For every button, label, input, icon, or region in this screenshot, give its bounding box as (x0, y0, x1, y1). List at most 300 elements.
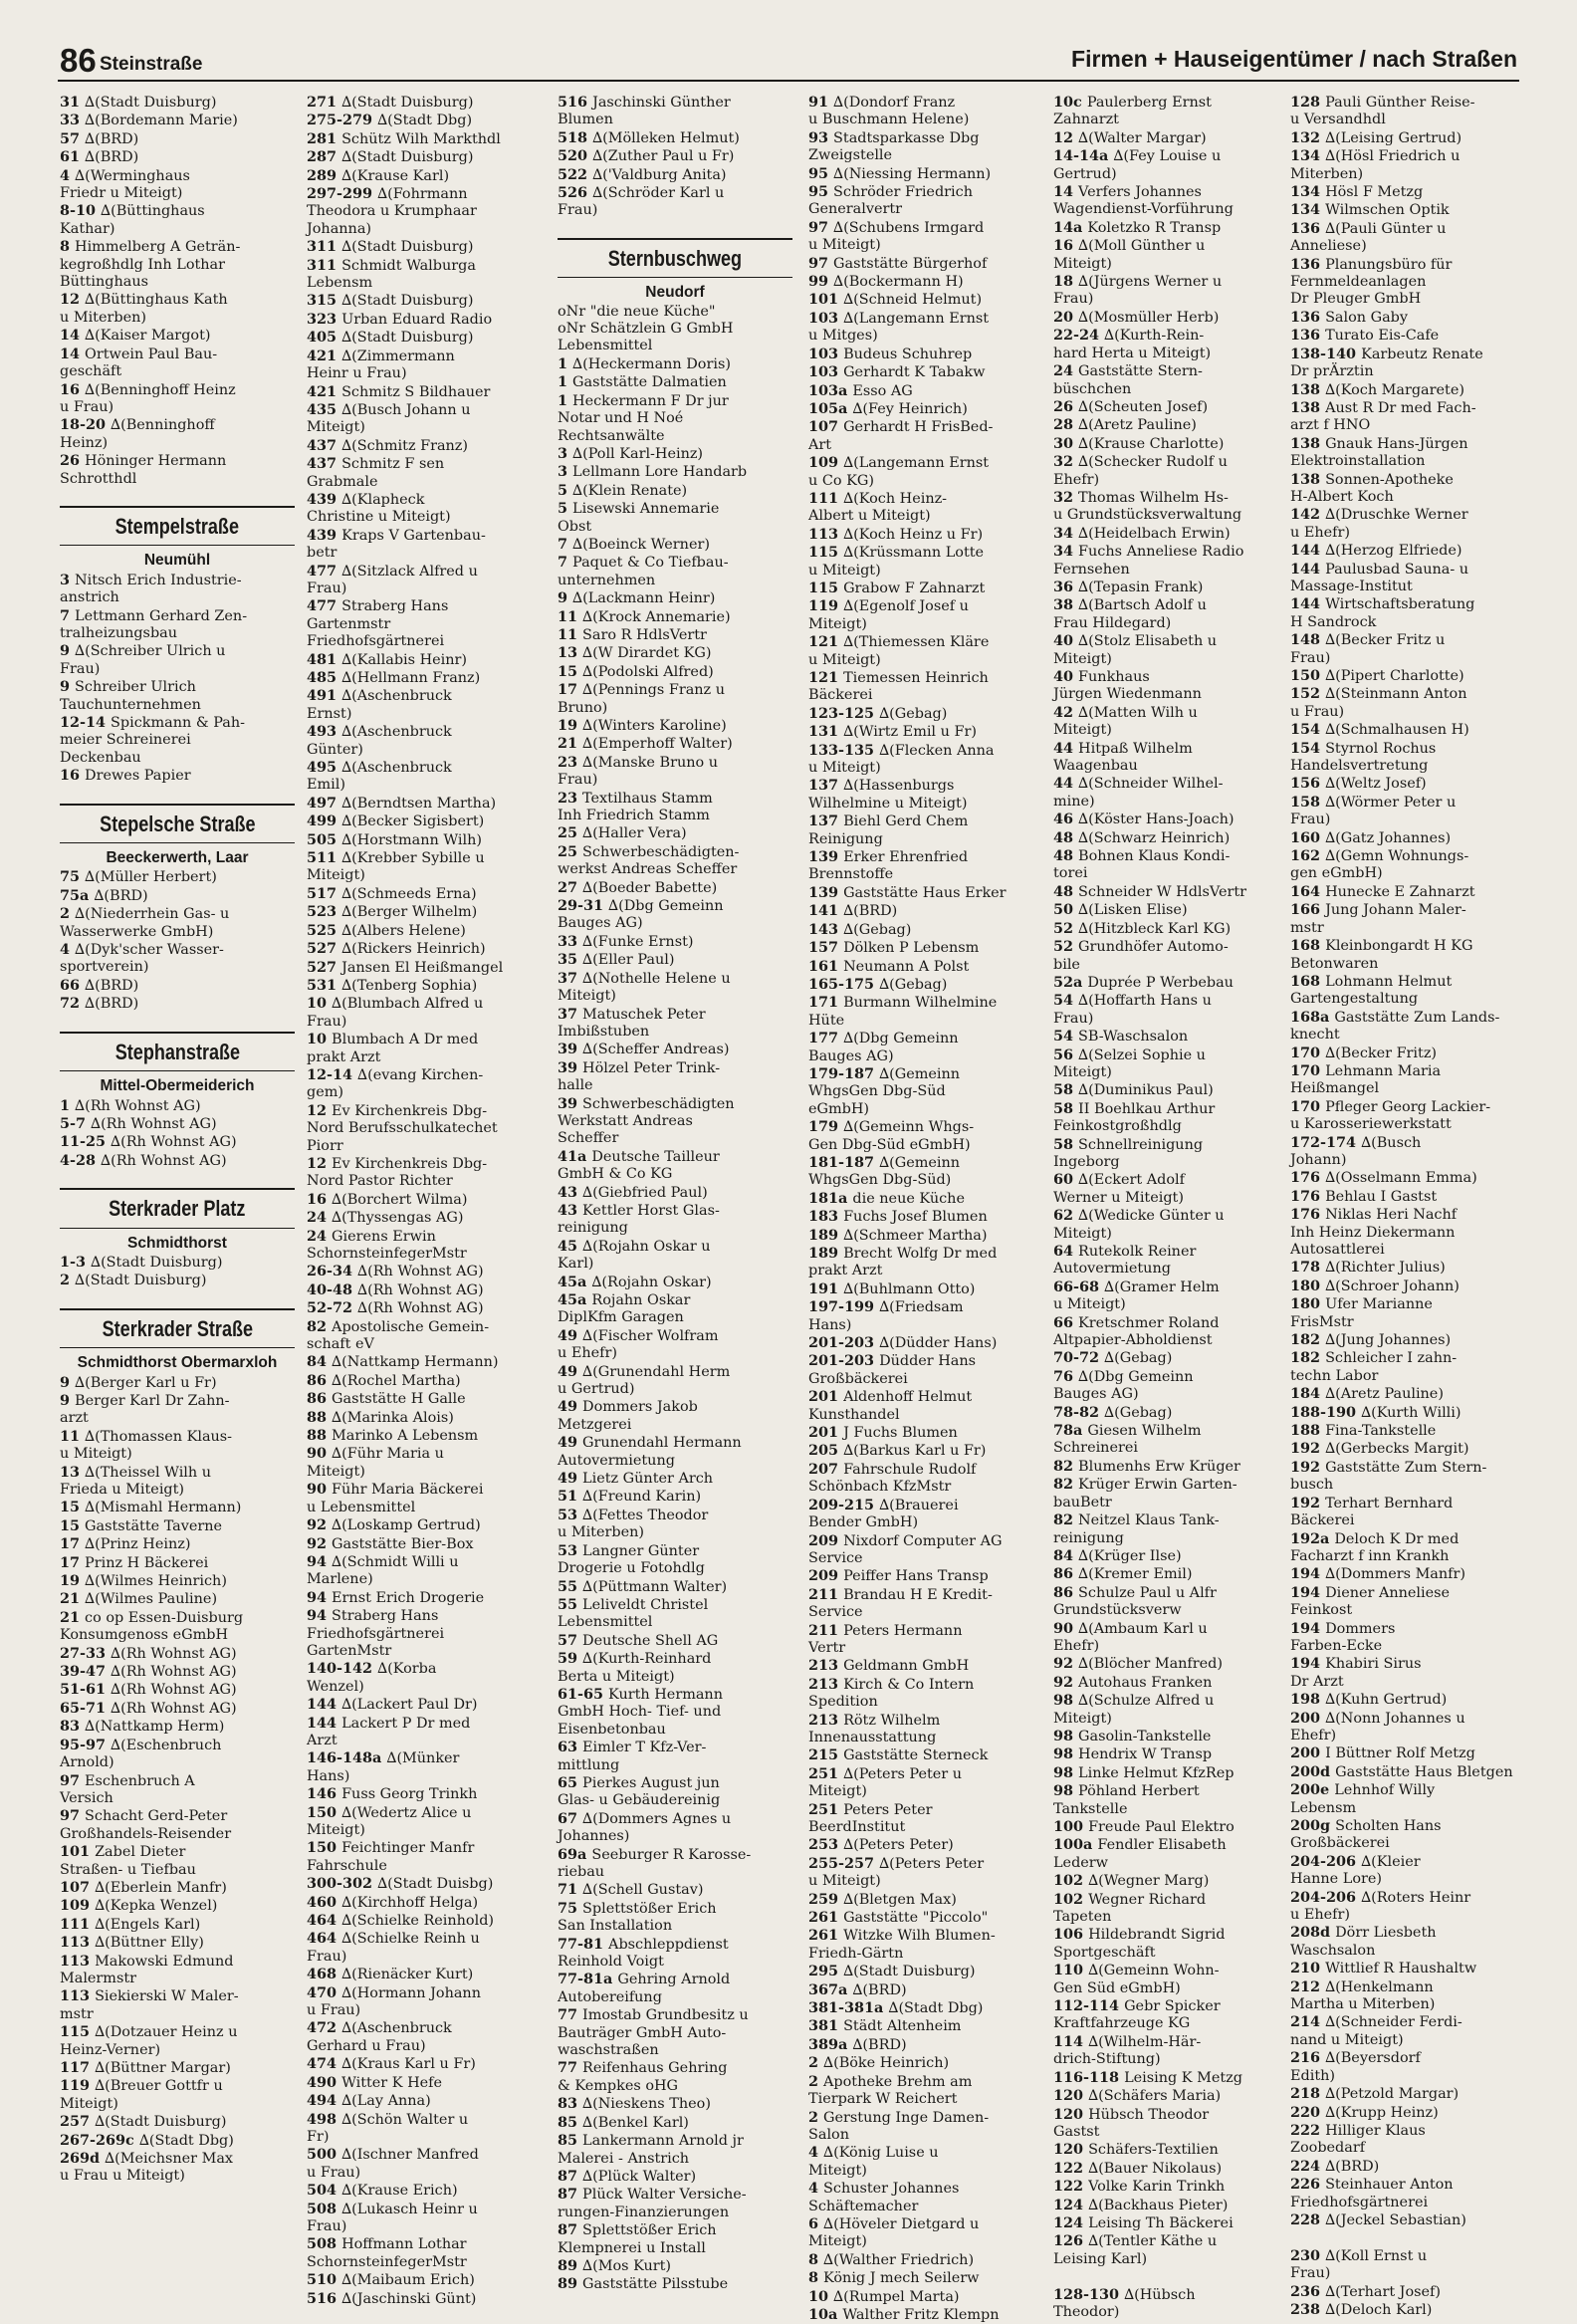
directory-entry: 119 ∆(Breuer Gottfr u (60, 2077, 223, 2095)
directory-entry: techn Labor (1290, 1367, 1379, 1384)
directory-entry: 1 Heckermann F Dr jur (558, 391, 729, 409)
directory-entry: 191 ∆(Buhlmann Otto) (808, 1279, 976, 1297)
directory-entry: 213 Kirch & Co Intern (808, 1675, 975, 1693)
directory-entry: 12 Ev Kirchenkreis Dbg- (307, 1101, 488, 1119)
directory-entry: 20 ∆(Mosmüller Herb) (1053, 308, 1220, 326)
directory-entry: 8 König J mech Seilerw (808, 2269, 980, 2287)
directory-entry: Friedhofsgärtnerei (1290, 2194, 1429, 2210)
directory-entry: 2 Apotheke Brehm am (808, 2072, 973, 2090)
directory-entry: 66 ∆(BRD) (60, 976, 139, 994)
directory-entry: 213 Rötz Wilhelm (808, 1711, 941, 1729)
directory-entry: 22-24 ∆(Kurth-Rein- (1053, 327, 1205, 345)
directory-entry: 138 ∆(Koch Margarete) (1290, 380, 1464, 398)
directory-entry: 491 ∆(Aschenbruck (307, 687, 452, 705)
directory-entry: Bäckerei (1290, 1512, 1355, 1529)
directory-entry: 33 ∆(Funke Ernst) (558, 932, 694, 950)
directory-entry: u Miteigt) (808, 651, 881, 668)
directory-entry: 63 Eimler T Kfz-Ver- (558, 1739, 707, 1756)
directory-entry: 82 Krüger Erwin Garten- (1053, 1476, 1238, 1494)
directory-entry: u Miteigt) (808, 760, 881, 777)
directory-entry: 490 Witter K Hefe (307, 2073, 442, 2091)
directory-entry: 119 ∆(Egenolf Josef u (808, 597, 969, 615)
directory-entry: 2 Gerstung Inge Damen- (808, 2108, 990, 2126)
directory-entry: 499 ∆(Becker Sigisbert) (307, 813, 485, 830)
street-name: Stephanstraße (114, 1039, 240, 1064)
directory-entry: 9 Berger Karl Dr Zahn- (60, 1391, 230, 1409)
directory-entry: 103a Esso AG (808, 381, 913, 399)
directory-entry: 49 Grunendahl Hermann (558, 1434, 742, 1452)
directory-entry: 160 ∆(Gatz Johannes) (1290, 828, 1452, 846)
directory-entry: 121 Tiemessen Heinrich (808, 669, 989, 686)
directory-entry: 504 ∆(Krause Erich) (307, 2182, 458, 2200)
directory-entry: Frau) (60, 660, 101, 677)
directory-entry: Ehefr) (1053, 471, 1100, 488)
directory-entry: mstr (60, 2005, 94, 2022)
directory-entry: 52-72 ∆(Rh Wohnst AG) (307, 1299, 484, 1317)
directory-entry: 171 Burmann Wilhelmine (808, 994, 998, 1012)
directory-entry: 508 Hoffmann Lothar (307, 2235, 467, 2253)
directory-entry: 113 ∆(Büttner Elly) (60, 1934, 204, 1952)
directory-entry: 194 Khabiri Sirus (1290, 1655, 1422, 1673)
directory-entry: 230 ∆(Koll Ernst u (1290, 2246, 1428, 2264)
directory-entry: 11 ∆(Thomassen Klaus- (60, 1427, 233, 1445)
directory-entry: 17 ∆(Prinz Heinz) (60, 1535, 191, 1553)
directory-entry: bauBetr (1053, 1494, 1112, 1511)
directory-entry: Autosattlerei (1290, 1242, 1385, 1258)
directory-entry: 144 ∆(Lackert Paul Dr) (307, 1696, 478, 1714)
directory-entry: 251 ∆(Peters Peter u (808, 1764, 962, 1782)
directory-entry: 52 ∆(Hitzbleck Karl KG) (1053, 919, 1232, 937)
directory-entry: 113 Siekierski W Maler- (60, 1987, 239, 2005)
directory-entry: 21 ∆(Wilmes Pauline) (60, 1590, 218, 1608)
directory-entry: 200e Lehnhof Willy (1290, 1781, 1436, 1799)
directory-entry: Inh Heinz Diekermann (1290, 1224, 1456, 1241)
directory-entry: drich-Stiftung) (1053, 2051, 1161, 2068)
directory-entry: Albert u Miteigt) (808, 508, 931, 525)
directory-entry: 1 Gaststätte Dalmatien (558, 373, 727, 391)
directory-entry: unternehmen (558, 572, 656, 588)
directory-entry: 172-174 ∆(Busch (1290, 1133, 1422, 1151)
directory-entry: 117 ∆(Büttner Margar) (60, 2059, 231, 2076)
directory-entry: 107 Gerhardt H FrisBed- (808, 418, 994, 436)
directory-entry: Hans) (808, 1316, 852, 1333)
directory-entry: 120 Schäfers-Textilien (1053, 2141, 1219, 2159)
directory-entry: 522 ∆('Valdburg Anita) (558, 165, 727, 183)
directory-entry: riebau (558, 1864, 605, 1880)
directory-entry: Autovermietung (1053, 1261, 1171, 1278)
directory-entry: 97 ∆(Schubens Irmgard (808, 218, 985, 236)
directory-entry: 139 Gaststätte Haus Erker (808, 883, 1007, 901)
directory-entry: 323 Urban Eduard Radio (307, 310, 493, 328)
header-street-title: Steinstraße (100, 54, 203, 75)
directory-entry: 87 Plück Walter Versiche- (558, 2186, 747, 2204)
directory-entry: 176 Behlau I Gastst (1290, 1187, 1438, 1205)
directory-entry: Fernsehen (1053, 561, 1130, 578)
directory-entry: Johann) (1290, 1151, 1347, 1168)
directory-entry: 52 Grundhöfer Automo- (1053, 938, 1229, 956)
directory-entry: 121 ∆(Thiemessen Kläre (808, 633, 990, 651)
directory-entry: Obst (558, 518, 592, 535)
directory-entry: 112-114 Gebr Spicker (1053, 1997, 1221, 2015)
directory-entry: 113 Makowski Edmund (60, 1952, 234, 1970)
directory-entry: reinigung (1053, 1529, 1124, 1546)
directory-entry: 23 Textilhaus Stamm (558, 789, 713, 807)
directory-entry: 311 Schmidt Walburga (307, 256, 476, 274)
directory-entry: 381 Städt Altenheim (808, 2017, 962, 2035)
directory-entry: 102 Wegner Richard (1053, 1890, 1207, 1908)
directory-entry: 136 Planungsbüro für (1290, 255, 1453, 273)
directory-entry: 14 ∆(Kaiser Margot) (60, 327, 211, 345)
directory-entry: Dr Pleuger GmbH (1290, 291, 1422, 308)
directory-entry: 103 ∆(Langemann Ernst (808, 309, 990, 327)
directory-entry: 181-187 ∆(Gemeinn (808, 1153, 961, 1171)
directory-entry: 6 ∆(Höveler Dietgard u (808, 2214, 980, 2232)
directory-entry: 76 ∆(Dbg Gemeinn (1053, 1367, 1194, 1385)
directory-entry: 90 Führ Maria Bäckerei (307, 1481, 484, 1499)
directory-entry: 40-48 ∆(Rh Wohnst AG) (307, 1280, 484, 1298)
directory-entry: 200 ∆(Nonn Johannes u (1290, 1709, 1465, 1727)
directory-entry: 144 Wirtschaftsberatung (1290, 595, 1475, 613)
directory-entry: 109 ∆(Kepka Wenzel) (60, 1897, 218, 1915)
directory-entry: u Versandhdl (1290, 112, 1386, 128)
directory-entry: 7 Paquet & Co Tiefbau- (558, 554, 729, 572)
directory-entry: 120 Hübsch Theodor (1053, 2105, 1210, 2123)
directory-entry: Fr) (307, 2128, 330, 2145)
directory-entry: 508 ∆(Lukasch Heinr u (307, 2200, 478, 2217)
directory-entry: Autobereifung (558, 1988, 662, 2005)
directory-entry: 31 ∆(Stadt Duisburg) (60, 94, 217, 111)
directory-entry: 389a ∆(BRD) (808, 2035, 907, 2053)
directory-entry: nand u Miteigt) (1290, 2031, 1404, 2048)
directory-entry: 95-97 ∆(Eschenbruch (60, 1736, 222, 1753)
directory-entry: 57 ∆(BRD) (60, 129, 139, 147)
directory-entry: 485 ∆(Hellmann Franz) (307, 669, 481, 686)
directory-entry: halle (558, 1077, 593, 1094)
district-name: Neumühl (60, 545, 295, 569)
directory-entry: Tapeten (1053, 1909, 1112, 1926)
directory-entry: 124 ∆(Backhaus Pieter) (1053, 2196, 1229, 2213)
directory-entry: 527 ∆(Rickers Heinrich) (307, 940, 486, 958)
directory-entry: 518 ∆(Mölleken Helmut) (558, 128, 740, 146)
directory-entry: 146-148a ∆(Münker (307, 1749, 460, 1767)
directory-entry: 494 ∆(Lay Anna) (307, 2092, 431, 2110)
directory-entry: mittlung (558, 1756, 620, 1773)
directory-entry: 255-257 ∆(Peters Peter (808, 1854, 985, 1872)
directory-entry: 54 ∆(Hoffarth Hans u (1053, 992, 1212, 1010)
directory-entry: 525 ∆(Albers Helene) (307, 921, 466, 939)
directory-entry: 464 ∆(Schielke Reinhold) (307, 1912, 495, 1930)
directory-entry: u Frau u Miteigt) (60, 2168, 185, 2185)
directory-entry: 179-187 ∆(Gemeinn (808, 1064, 961, 1082)
directory-entry: 50 ∆(Lisken Elise) (1053, 901, 1188, 919)
directory-entry: 98 Linke Helmut KfzRep (1053, 1763, 1235, 1781)
directory-entry: arzt (60, 1410, 89, 1427)
directory-entry: Fernmeldeanlagen (1290, 274, 1427, 291)
directory-entry: 24 ∆(Thyssengas AG) (307, 1209, 464, 1227)
directory-entry: Notar und H Noé (558, 410, 684, 427)
directory-entry: 59 ∆(Kurth-Reinhard (558, 1650, 712, 1668)
directory-entry: Miterben) (1290, 165, 1364, 182)
directory-entry: 192 Terhart Bernhard (1290, 1494, 1454, 1511)
directory-entry: 7 Lettmann Gerhard Zen- (60, 606, 248, 624)
directory-entry: 212 ∆(Henkelmann (1290, 1977, 1434, 1995)
directory-entry: 4 ∆(Dyk'scher Wasser- (60, 941, 224, 959)
directory-entry: 192a Deloch K Dr med (1290, 1529, 1460, 1547)
directory-entry: Fahrschule (307, 1857, 387, 1874)
directory-entry: 120 ∆(Schäfers Maria) (1053, 2087, 1222, 2105)
directory-entry: Bauges AG) (808, 1047, 894, 1064)
directory-entry: 3 Nitsch Erich Industrie- (60, 571, 242, 588)
directory-entry: 257 ∆(Stadt Duisburg) (60, 2113, 227, 2131)
directory-entry: 267-269c ∆(Stadt Dbg) (60, 2131, 234, 2149)
directory-entry: 180 Ufer Marianne (1290, 1295, 1433, 1313)
directory-entry: 152 ∆(Steinmann Anton (1290, 685, 1467, 703)
directory-entry: 94 ∆(Schmidt Willi u (307, 1552, 459, 1570)
directory-entry: Schreinerei (1053, 1440, 1138, 1457)
directory-entry: Generalvertr (808, 201, 903, 218)
directory-entry: 44 ∆(Schneider Wilhel- (1053, 775, 1224, 793)
directory-entry: 116-118 Leising K Metzg (1053, 2068, 1242, 2086)
directory-entry: u Gertrud) (558, 1381, 635, 1398)
directory-entry: 516 ∆(Jaschinski Günt) (307, 2289, 477, 2307)
directory-entry: 40 Funkhaus (1053, 668, 1150, 685)
directory-entry: Ehefr) (1053, 1637, 1100, 1654)
directory-entry: Rechtsanwälte (558, 427, 665, 444)
directory-entry: Bäckerei (808, 687, 873, 704)
directory-entry: Waschsalon (1290, 1942, 1376, 1959)
directory-entry: 275-279 ∆(Stadt Dbg) (307, 112, 473, 129)
directory-entry: Tauchunternehmen (60, 696, 201, 713)
directory-entry: 188-190 ∆(Kurth Willi) (1290, 1403, 1462, 1421)
directory-entry: 28 ∆(Aretz Pauline) (1053, 416, 1197, 434)
directory-entry: 194 ∆(Dommers Manfr) (1290, 1565, 1465, 1583)
directory-entry: Waagenbau (1053, 758, 1138, 775)
directory-entry: u Frau) (1290, 703, 1345, 720)
directory-entry: Christine u Miteigt) (307, 509, 451, 526)
directory-entry: 48 ∆(Schwarz Heinrich) (1053, 828, 1231, 846)
directory-entry: 17 ∆(Pennings Franz u (558, 681, 725, 699)
directory-entry: Feinkost (1290, 1602, 1353, 1619)
directory-entry: 170 Pfleger Georg Lackier- (1290, 1097, 1491, 1115)
directory-entry: 4 ∆(Werminghaus (60, 166, 190, 184)
directory-entry: Zweigstelle (808, 147, 893, 164)
directory-entry: 43 ∆(Giebfried Paul) (558, 1183, 708, 1201)
directory-entry: 19 ∆(Winters Karoline) (558, 717, 727, 734)
directory-entry: 214 ∆(Schneider Ferdi- (1290, 2013, 1463, 2031)
directory-entry: 253 ∆(Peters Peter) (808, 1836, 954, 1854)
directory-entry: 3 ∆(Poll Karl-Heinz) (558, 444, 704, 462)
directory-entry: 86 Gaststätte H Galle (307, 1390, 466, 1408)
directory-entry: Günter) (307, 741, 363, 758)
directory-entry: Miteigt) (1053, 650, 1112, 667)
directory-entry: 15 Gaststätte Taverne (60, 1516, 223, 1534)
directory-entry: Miteigt) (1053, 255, 1112, 272)
directory-entry: 90 ∆(Ambaum Karl u (1053, 1619, 1208, 1637)
directory-entry: 18-20 ∆(Benninghoff (60, 416, 215, 434)
directory-entry: Farben-Ecke (1290, 1637, 1383, 1654)
directory-entry: Dr Arzt (1290, 1673, 1344, 1690)
directory-entry: 26 ∆(Scheuten Josef) (1053, 397, 1209, 415)
directory-entry: 189 ∆(Schmeer Martha) (808, 1226, 988, 1244)
directory-entry: 194 Dommers (1290, 1619, 1396, 1637)
directory-entry: busch (1290, 1477, 1334, 1494)
directory-entry: Frau) (1290, 812, 1331, 828)
street-heading (60, 804, 295, 867)
directory-entry: 101 Zabel Dieter (60, 1843, 186, 1861)
directory-entry: Großbäckerei (1290, 1835, 1390, 1852)
directory-entry: 84 ∆(Nattkamp Hermann) (307, 1353, 499, 1371)
directory-entry: 134 ∆(Hösl Friedrich u (1290, 147, 1461, 165)
directory-entry: Altpapier-Abholdienst (1053, 1332, 1213, 1349)
directory-entry: 143 ∆(Gebag) (808, 920, 912, 938)
directory-entry: 44 Hitpaß Wilhelm (1053, 739, 1193, 757)
directory-entry: Lebensmittel (558, 1614, 653, 1631)
directory-entry: 224 ∆(BRD) (1290, 2157, 1380, 2175)
directory-entry: 49 Dommers Jakob (558, 1398, 698, 1416)
directory-entry: 136 Turato Eis-Cafe (1290, 327, 1440, 345)
directory-entry: 144 Lackert P Dr med (307, 1714, 471, 1732)
directory-entry: 45 ∆(Rojahn Oskar u (558, 1237, 711, 1255)
directory-entry: 500 ∆(Ischner Manfred (307, 2146, 479, 2164)
directory-entry: Scheffer (558, 1130, 619, 1147)
directory-entry: 468 ∆(Rienäcker Kurt) (307, 1966, 474, 1983)
directory-entry: 49 ∆(Fischer Wolfram (558, 1326, 719, 1344)
directory-entry: 205 ∆(Barkus Karl u Fr) (808, 1442, 987, 1460)
directory-entry: 271 ∆(Stadt Duisburg) (307, 94, 474, 111)
directory-entry: 134 Hösl F Metzg (1290, 183, 1424, 201)
directory-entry: 158 ∆(Wörmer Peter u (1290, 793, 1457, 811)
directory-entry: 220 ∆(Krupp Heinz) (1290, 2103, 1439, 2121)
street-name: Sternbuschweg (607, 245, 743, 271)
directory-entry: 86 ∆(Rochel Martha) (307, 1371, 461, 1389)
directory-entry: 11-25 ∆(Rh Wohnst AG) (60, 1133, 237, 1151)
directory-entry: 71 ∆(Schell Gustav) (558, 1881, 704, 1899)
directory-entry: Wilhelmine u Miteigt) (808, 795, 968, 812)
directory-entry: 137 Biehl Gerd Chem (808, 813, 969, 830)
directory-entry: Leising Karl) (1053, 2250, 1148, 2267)
directory-entry: Nord Berufsschulkatechet (307, 1120, 498, 1137)
directory-entry: 39 ∆(Scheffer Andreas) (558, 1041, 730, 1058)
directory-entry: Service (808, 1549, 863, 1566)
directory-entry: Miteigt) (808, 615, 867, 632)
directory-entry: 505 ∆(Horstmann Wilh) (307, 830, 482, 848)
directory-entry: u Miterben) (60, 309, 146, 326)
directory-entry: 198 ∆(Kuhn Gertrud) (1290, 1691, 1448, 1709)
directory-entry: 435 ∆(Busch Johann u (307, 400, 471, 418)
directory-entry: 19 ∆(Wilmes Heinrich) (60, 1572, 227, 1590)
directory-entry: 287 ∆(Stadt Duisburg) (307, 148, 474, 166)
directory-entry: 381-381a ∆(Stadt Dbg) (808, 1999, 984, 2017)
directory-entry: 146 Fuss Georg Trinkh (307, 1785, 478, 1803)
directory-entry: 86 Schulze Paul u Alfr (1053, 1583, 1217, 1601)
directory-entry: Frau) (558, 772, 598, 789)
directory-entry: 16 ∆(Borchert Wilma) (307, 1190, 468, 1208)
directory-entry: anstrich (60, 589, 119, 606)
directory-entry: 39-47 ∆(Rh Wohnst AG) (60, 1663, 237, 1681)
directory-entry: Versich (60, 1789, 113, 1806)
directory-entry: Straßen- u Tiefbau (60, 1861, 196, 1878)
directory-entry: 12 Ev Kirchenkreis Dbg- (307, 1154, 488, 1172)
directory-entry: Kunsthandel (808, 1406, 900, 1423)
directory-entry: 201 Aldenhoff Helmut (808, 1388, 973, 1406)
directory-entry: 49 ∆(Grunendahl Herm (558, 1362, 731, 1380)
directory-entry: 460 ∆(Kirchhoff Helga) (307, 1893, 479, 1911)
directory-entry: Dr prÄrztin (1290, 363, 1374, 380)
directory-entry: 10 ∆(Rumpel Marta) (808, 2287, 960, 2305)
directory-entry: 2 ∆(Stadt Duisburg) (60, 1272, 207, 1289)
directory-entry: 75a ∆(BRD) (60, 886, 148, 904)
directory-entry: 124 Leising Th Bäckerei (1053, 2213, 1234, 2231)
directory-entry: 165-175 ∆(Gebag) (808, 975, 948, 993)
directory-entry: 136 Salon Gaby (1290, 308, 1409, 326)
directory-entry: 176 Niklas Heri Nachf (1290, 1206, 1458, 1224)
directory-entry: 58 Schnellreinigung (1053, 1135, 1204, 1153)
directory-entry: Wagendienst-Vorführung (1053, 201, 1234, 218)
directory-entry: 54 SB-Waschsalon (1053, 1028, 1189, 1046)
directory-entry: 477 Straberg Hans (307, 597, 449, 615)
directory-entry: Piorr (307, 1137, 343, 1154)
directory-entry: 110 ∆(Gemeinn Wohn- (1053, 1962, 1220, 1979)
directory-entry: 91 ∆(Dondorf Franz (808, 94, 956, 111)
directory-entry: Bender GmbH) (808, 1514, 919, 1531)
directory-entry: 201-203 Düdder Hans (808, 1352, 977, 1370)
directory-entry: oNr "die neue Küche" (558, 303, 716, 320)
directory-column-3 (558, 94, 792, 2293)
directory-entry: 82 Blumenhs Erw Krüger (1053, 1457, 1240, 1475)
directory-entry: 526 ∆(Schröder Karl u (558, 184, 725, 202)
directory-entry: 43 Kettler Horst Glas- (558, 1201, 720, 1219)
page-header (58, 40, 1519, 82)
directory-entry: 170 Lehmann Maria (1290, 1061, 1442, 1079)
directory-entry: 34 ∆(Heidelbach Erwin) (1053, 524, 1231, 542)
directory-entry: Miteigt) (808, 1783, 867, 1800)
directory-entry: Grabmale (307, 473, 378, 490)
directory-entry (1290, 2229, 1525, 2246)
street-heading (60, 1032, 295, 1095)
directory-entry: 177 ∆(Dbg Gemeinn (808, 1030, 959, 1047)
directory-entry: 111 ∆(Koch Heinz- (808, 489, 948, 507)
directory-entry: Grundstücksverw (1053, 1602, 1182, 1619)
directory-entry: 85 Lankermann Arnold jr (558, 2132, 744, 2150)
directory-entry: arzt f HNO (1290, 417, 1371, 434)
directory-entry: Ernst) (307, 705, 352, 722)
directory-entry: 88 Marinko A Lebensm (307, 1427, 479, 1445)
directory-entry: 150 Feichtinger Manfr (307, 1839, 475, 1857)
directory-entry: 10c Paulerberg Ernst (1053, 94, 1212, 111)
directory-entry (1053, 2268, 1288, 2285)
directory-entry: 218 ∆(Petzold Margar) (1290, 2085, 1460, 2103)
directory-entry: 208d Dörr Liesbeth (1290, 1924, 1437, 1942)
directory-entry: 27 ∆(Boeder Babette) (558, 878, 718, 896)
directory-entry: 134 Wilmschen Optik (1290, 201, 1450, 219)
directory-entry: Art (808, 436, 832, 453)
directory-entry: Werner u Miteigt) (1053, 1189, 1184, 1206)
directory-entry: 474 ∆(Kraus Karl u Fr) (307, 2055, 476, 2073)
directory-entry: 200 I Büttner Rolf Metzg (1290, 1744, 1475, 1762)
directory-entry: 154 Styrnol Rochus (1290, 739, 1437, 757)
directory-entry: Arnold) (60, 1754, 114, 1771)
directory-entry: Feinkostgroßhdlg (1053, 1118, 1182, 1135)
directory-entry: schaft eV (307, 1336, 374, 1353)
directory-entry: 184 ∆(Aretz Pauline) (1290, 1385, 1444, 1403)
directory-entry: Schrotthdl (60, 470, 137, 487)
directory-entry: Frau) (1290, 2265, 1331, 2282)
directory-entry: 57 Deutsche Shell AG (558, 1631, 719, 1649)
directory-entry: 300-302 ∆(Stadt Duisbg) (307, 1875, 494, 1893)
directory-entry: 38 ∆(Bartsch Adolf u (1053, 596, 1207, 614)
directory-entry: 4 Schuster Johannes (808, 2180, 960, 2198)
directory-entry: 259 ∆(Bletgen Max) (808, 1890, 957, 1908)
